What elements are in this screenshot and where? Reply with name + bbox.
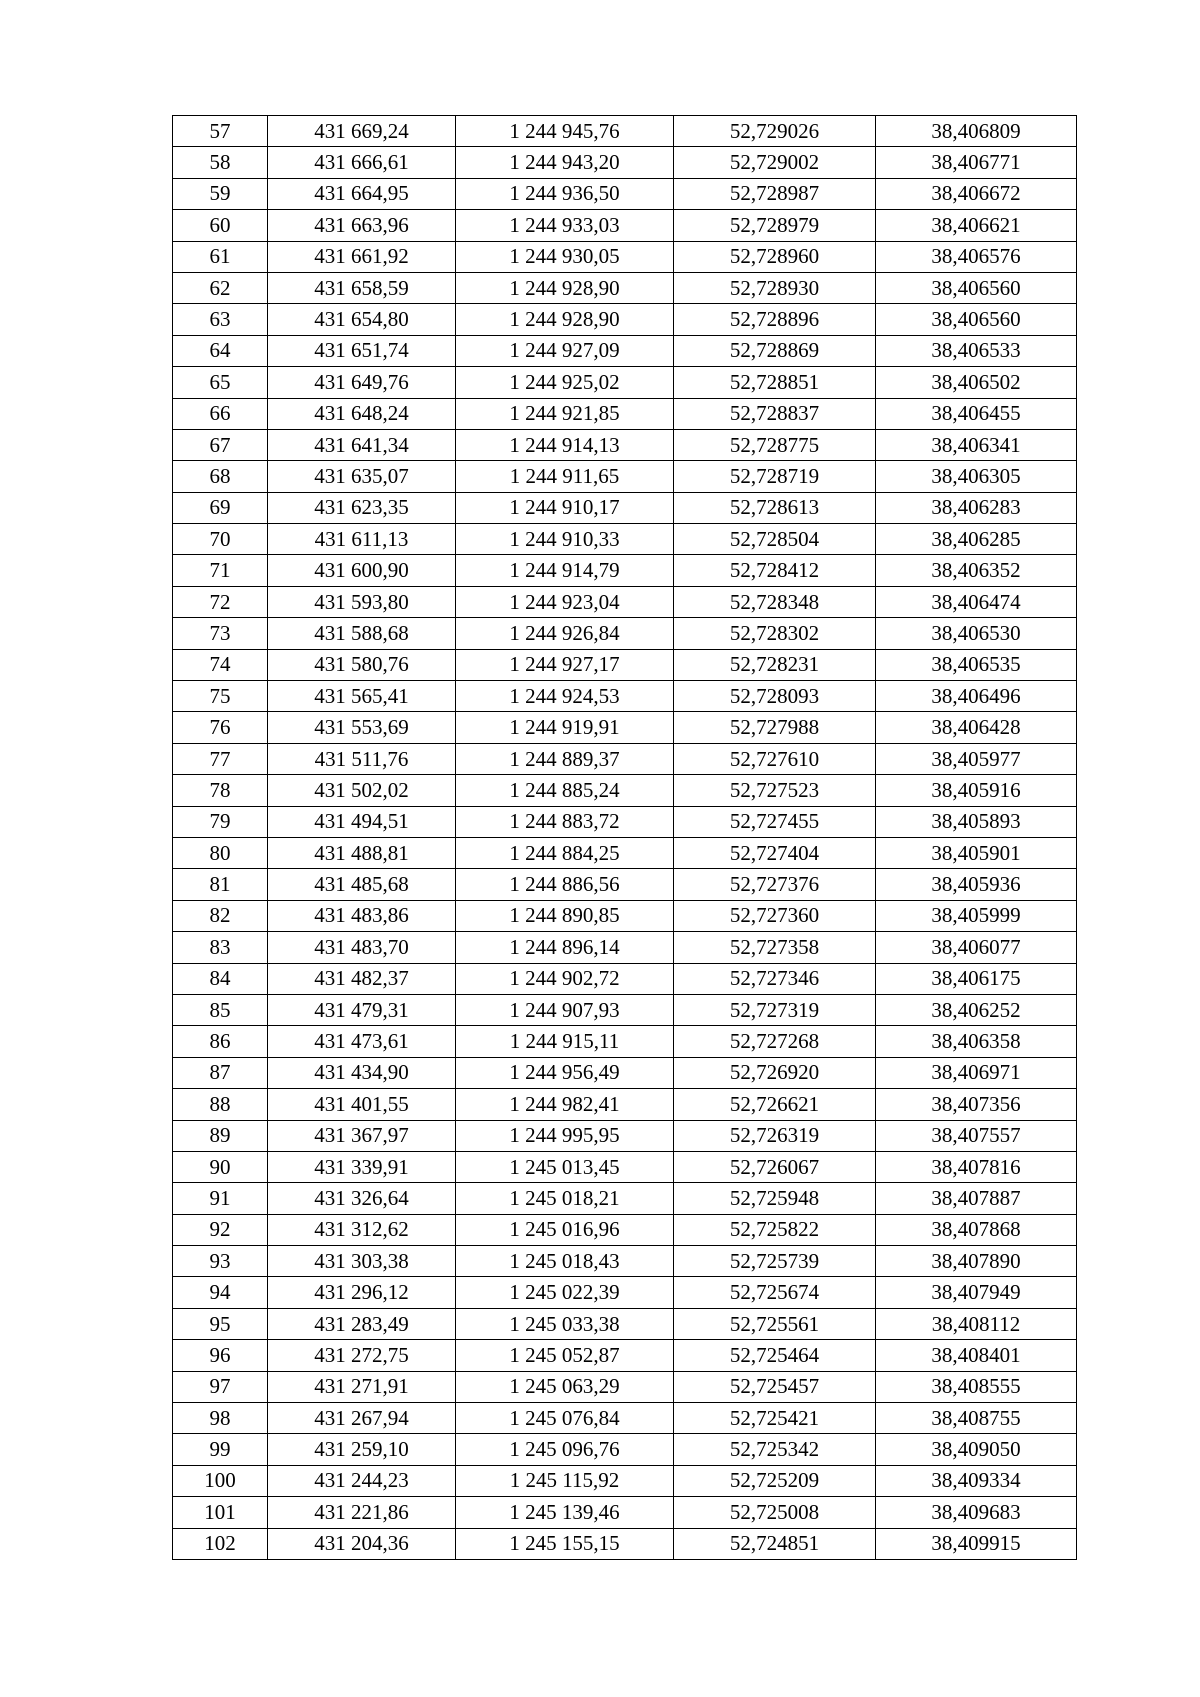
y-coordinate-cell: 1 244 925,02 [456,367,674,398]
y-coordinate-cell: 1 244 933,03 [456,210,674,241]
latitude-cell: 52,727358 [674,932,876,963]
latitude-cell: 52,728093 [674,681,876,712]
longitude-cell: 38,406576 [876,241,1077,272]
x-coordinate-cell: 431 483,86 [268,900,456,931]
longitude-cell: 38,406809 [876,116,1077,147]
x-coordinate-cell: 431 283,49 [268,1308,456,1339]
longitude-cell: 38,405901 [876,837,1077,868]
table-row [173,837,1077,868]
latitude-cell: 52,728851 [674,367,876,398]
latitude-cell: 52,728896 [674,304,876,335]
coordinates-table-body [173,116,1077,1560]
y-coordinate-cell: 1 245 139,46 [456,1497,674,1528]
x-coordinate-cell: 431 648,24 [268,398,456,429]
longitude-cell: 38,406560 [876,272,1077,303]
table-row [173,1183,1077,1214]
longitude-cell: 38,406358 [876,1026,1077,1057]
table-row [173,1528,1077,1559]
x-coordinate-cell: 431 271,91 [268,1371,456,1402]
point-number-cell: 98 [173,1403,268,1434]
table-row [173,963,1077,994]
y-coordinate-cell: 1 244 883,72 [456,806,674,837]
y-coordinate-cell: 1 245 052,87 [456,1340,674,1371]
y-coordinate-cell: 1 245 115,92 [456,1465,674,1496]
point-number-cell: 75 [173,681,268,712]
longitude-cell: 38,406535 [876,649,1077,680]
latitude-cell: 52,724851 [674,1528,876,1559]
latitude-cell: 52,725948 [674,1183,876,1214]
point-number-cell: 72 [173,586,268,617]
table-row [173,210,1077,241]
x-coordinate-cell: 431 580,76 [268,649,456,680]
table-row [173,618,1077,649]
y-coordinate-cell: 1 244 930,05 [456,241,674,272]
longitude-cell: 38,405936 [876,869,1077,900]
table-row [173,555,1077,586]
y-coordinate-cell: 1 245 076,84 [456,1403,674,1434]
latitude-cell: 52,725464 [674,1340,876,1371]
table-row [173,775,1077,806]
point-number-cell: 92 [173,1214,268,1245]
y-coordinate-cell: 1 244 924,53 [456,681,674,712]
y-coordinate-cell: 1 244 884,25 [456,837,674,868]
longitude-cell: 38,405999 [876,900,1077,931]
longitude-cell: 38,409050 [876,1434,1077,1465]
point-number-cell: 59 [173,178,268,209]
x-coordinate-cell: 431 511,76 [268,743,456,774]
y-coordinate-cell: 1 244 890,85 [456,900,674,931]
y-coordinate-cell: 1 245 018,21 [456,1183,674,1214]
x-coordinate-cell: 431 267,94 [268,1403,456,1434]
y-coordinate-cell: 1 244 910,33 [456,524,674,555]
longitude-cell: 38,406283 [876,492,1077,523]
longitude-cell: 38,405977 [876,743,1077,774]
table-row [173,1246,1077,1277]
x-coordinate-cell: 431 312,62 [268,1214,456,1245]
table-row [173,1308,1077,1339]
x-coordinate-cell: 431 664,95 [268,178,456,209]
longitude-cell: 38,406474 [876,586,1077,617]
longitude-cell: 38,407868 [876,1214,1077,1245]
latitude-cell: 52,728979 [674,210,876,241]
table-row [173,147,1077,178]
x-coordinate-cell: 431 272,75 [268,1340,456,1371]
latitude-cell: 52,726621 [674,1089,876,1120]
latitude-cell: 52,725561 [674,1308,876,1339]
y-coordinate-cell: 1 244 902,72 [456,963,674,994]
table-row [173,900,1077,931]
point-number-cell: 57 [173,116,268,147]
y-coordinate-cell: 1 244 886,56 [456,869,674,900]
point-number-cell: 65 [173,367,268,398]
y-coordinate-cell: 1 245 013,45 [456,1151,674,1182]
latitude-cell: 52,726920 [674,1057,876,1088]
x-coordinate-cell: 431 654,80 [268,304,456,335]
point-number-cell: 79 [173,806,268,837]
x-coordinate-cell: 431 600,90 [268,555,456,586]
longitude-cell: 38,408401 [876,1340,1077,1371]
y-coordinate-cell: 1 244 928,90 [456,304,674,335]
longitude-cell: 38,406771 [876,147,1077,178]
point-number-cell: 93 [173,1246,268,1277]
x-coordinate-cell: 431 494,51 [268,806,456,837]
table-row [173,806,1077,837]
point-number-cell: 85 [173,994,268,1025]
latitude-cell: 52,728719 [674,461,876,492]
x-coordinate-cell: 431 669,24 [268,116,456,147]
latitude-cell: 52,725674 [674,1277,876,1308]
longitude-cell: 38,406672 [876,178,1077,209]
longitude-cell: 38,406971 [876,1057,1077,1088]
latitude-cell: 52,725739 [674,1246,876,1277]
y-coordinate-cell: 1 244 910,17 [456,492,674,523]
latitude-cell: 52,728930 [674,272,876,303]
longitude-cell: 38,408555 [876,1371,1077,1402]
table-row [173,178,1077,209]
table-row [173,398,1077,429]
coordinates-table [172,115,1077,1560]
y-coordinate-cell: 1 244 915,11 [456,1026,674,1057]
point-number-cell: 84 [173,963,268,994]
table-row [173,743,1077,774]
latitude-cell: 52,728869 [674,335,876,366]
latitude-cell: 52,727610 [674,743,876,774]
table-row [173,429,1077,460]
latitude-cell: 52,725008 [674,1497,876,1528]
longitude-cell: 38,406496 [876,681,1077,712]
x-coordinate-cell: 431 641,34 [268,429,456,460]
point-number-cell: 66 [173,398,268,429]
latitude-cell: 52,728987 [674,178,876,209]
x-coordinate-cell: 431 296,12 [268,1277,456,1308]
longitude-cell: 38,406533 [876,335,1077,366]
x-coordinate-cell: 431 401,55 [268,1089,456,1120]
table-row [173,869,1077,900]
table-row [173,1151,1077,1182]
longitude-cell: 38,406352 [876,555,1077,586]
table-row [173,1120,1077,1151]
x-coordinate-cell: 431 623,35 [268,492,456,523]
y-coordinate-cell: 1 245 022,39 [456,1277,674,1308]
y-coordinate-cell: 1 244 945,76 [456,116,674,147]
y-coordinate-cell: 1 245 018,43 [456,1246,674,1277]
table-row [173,1214,1077,1245]
table-row [173,1465,1077,1496]
y-coordinate-cell: 1 244 896,14 [456,932,674,963]
longitude-cell: 38,406560 [876,304,1077,335]
point-number-cell: 78 [173,775,268,806]
latitude-cell: 52,725342 [674,1434,876,1465]
latitude-cell: 52,725822 [674,1214,876,1245]
longitude-cell: 38,406175 [876,963,1077,994]
x-coordinate-cell: 431 488,81 [268,837,456,868]
latitude-cell: 52,728837 [674,398,876,429]
y-coordinate-cell: 1 244 919,91 [456,712,674,743]
longitude-cell: 38,406077 [876,932,1077,963]
point-number-cell: 62 [173,272,268,303]
table-row [173,1089,1077,1120]
x-coordinate-cell: 431 651,74 [268,335,456,366]
table-row [173,272,1077,303]
longitude-cell: 38,407949 [876,1277,1077,1308]
y-coordinate-cell: 1 244 889,37 [456,743,674,774]
point-number-cell: 71 [173,555,268,586]
latitude-cell: 52,727523 [674,775,876,806]
point-number-cell: 68 [173,461,268,492]
table-row [173,1434,1077,1465]
latitude-cell: 52,727376 [674,869,876,900]
table-row [173,1277,1077,1308]
longitude-cell: 38,407356 [876,1089,1077,1120]
table-row [173,1057,1077,1088]
point-number-cell: 67 [173,429,268,460]
y-coordinate-cell: 1 244 943,20 [456,147,674,178]
y-coordinate-cell: 1 244 928,90 [456,272,674,303]
table-row [173,932,1077,963]
longitude-cell: 38,407816 [876,1151,1077,1182]
point-number-cell: 81 [173,869,268,900]
x-coordinate-cell: 431 326,64 [268,1183,456,1214]
latitude-cell: 52,726319 [674,1120,876,1151]
latitude-cell: 52,728775 [674,429,876,460]
table-row [173,586,1077,617]
longitude-cell: 38,406252 [876,994,1077,1025]
point-number-cell: 83 [173,932,268,963]
point-number-cell: 87 [173,1057,268,1088]
longitude-cell: 38,407890 [876,1246,1077,1277]
x-coordinate-cell: 431 339,91 [268,1151,456,1182]
table-row [173,681,1077,712]
longitude-cell: 38,409683 [876,1497,1077,1528]
y-coordinate-cell: 1 244 923,04 [456,586,674,617]
longitude-cell: 38,405916 [876,775,1077,806]
x-coordinate-cell: 431 635,07 [268,461,456,492]
y-coordinate-cell: 1 244 926,84 [456,618,674,649]
point-number-cell: 58 [173,147,268,178]
latitude-cell: 52,728348 [674,586,876,617]
point-number-cell: 97 [173,1371,268,1402]
latitude-cell: 52,728302 [674,618,876,649]
table-row [173,335,1077,366]
y-coordinate-cell: 1 244 956,49 [456,1057,674,1088]
latitude-cell: 52,729026 [674,116,876,147]
x-coordinate-cell: 431 588,68 [268,618,456,649]
longitude-cell: 38,406530 [876,618,1077,649]
latitude-cell: 52,728504 [674,524,876,555]
x-coordinate-cell: 431 485,68 [268,869,456,900]
x-coordinate-cell: 431 565,41 [268,681,456,712]
y-coordinate-cell: 1 244 914,79 [456,555,674,586]
longitude-cell: 38,406285 [876,524,1077,555]
latitude-cell: 52,727360 [674,900,876,931]
point-number-cell: 95 [173,1308,268,1339]
point-number-cell: 80 [173,837,268,868]
table-row [173,116,1077,147]
table-row [173,649,1077,680]
longitude-cell: 38,406502 [876,367,1077,398]
table-row [173,461,1077,492]
y-coordinate-cell: 1 244 911,65 [456,461,674,492]
point-number-cell: 70 [173,524,268,555]
longitude-cell: 38,408755 [876,1403,1077,1434]
table-row [173,241,1077,272]
latitude-cell: 52,725421 [674,1403,876,1434]
y-coordinate-cell: 1 244 927,17 [456,649,674,680]
point-number-cell: 86 [173,1026,268,1057]
longitude-cell: 38,406305 [876,461,1077,492]
point-number-cell: 101 [173,1497,268,1528]
y-coordinate-cell: 1 244 914,13 [456,429,674,460]
x-coordinate-cell: 431 593,80 [268,586,456,617]
y-coordinate-cell: 1 244 885,24 [456,775,674,806]
latitude-cell: 52,728231 [674,649,876,680]
latitude-cell: 52,728960 [674,241,876,272]
longitude-cell: 38,407887 [876,1183,1077,1214]
table-row [173,1026,1077,1057]
point-number-cell: 74 [173,649,268,680]
point-number-cell: 76 [173,712,268,743]
longitude-cell: 38,408112 [876,1308,1077,1339]
point-number-cell: 82 [173,900,268,931]
point-number-cell: 64 [173,335,268,366]
x-coordinate-cell: 431 303,38 [268,1246,456,1277]
longitude-cell: 38,409915 [876,1528,1077,1559]
latitude-cell: 52,728613 [674,492,876,523]
x-coordinate-cell: 431 611,13 [268,524,456,555]
x-coordinate-cell: 431 658,59 [268,272,456,303]
point-number-cell: 94 [173,1277,268,1308]
y-coordinate-cell: 1 244 995,95 [456,1120,674,1151]
x-coordinate-cell: 431 221,86 [268,1497,456,1528]
point-number-cell: 99 [173,1434,268,1465]
latitude-cell: 52,727346 [674,963,876,994]
latitude-cell: 52,727455 [674,806,876,837]
longitude-cell: 38,407557 [876,1120,1077,1151]
y-coordinate-cell: 1 244 921,85 [456,398,674,429]
y-coordinate-cell: 1 245 155,15 [456,1528,674,1559]
table-row [173,994,1077,1025]
longitude-cell: 38,406428 [876,712,1077,743]
x-coordinate-cell: 431 204,36 [268,1528,456,1559]
longitude-cell: 38,406455 [876,398,1077,429]
point-number-cell: 90 [173,1151,268,1182]
latitude-cell: 52,725457 [674,1371,876,1402]
y-coordinate-cell: 1 244 982,41 [456,1089,674,1120]
x-coordinate-cell: 431 259,10 [268,1434,456,1465]
point-number-cell: 73 [173,618,268,649]
latitude-cell: 52,727319 [674,994,876,1025]
point-number-cell: 102 [173,1528,268,1559]
x-coordinate-cell: 431 553,69 [268,712,456,743]
table-row [173,304,1077,335]
latitude-cell: 52,727988 [674,712,876,743]
latitude-cell: 52,728412 [674,555,876,586]
table-row [173,1497,1077,1528]
x-coordinate-cell: 431 649,76 [268,367,456,398]
x-coordinate-cell: 431 482,37 [268,963,456,994]
latitude-cell: 52,727404 [674,837,876,868]
point-number-cell: 89 [173,1120,268,1151]
x-coordinate-cell: 431 244,23 [268,1465,456,1496]
point-number-cell: 61 [173,241,268,272]
y-coordinate-cell: 1 244 927,09 [456,335,674,366]
table-row [173,492,1077,523]
y-coordinate-cell: 1 245 063,29 [456,1371,674,1402]
point-number-cell: 69 [173,492,268,523]
x-coordinate-cell: 431 483,70 [268,932,456,963]
point-number-cell: 100 [173,1465,268,1496]
x-coordinate-cell: 431 663,96 [268,210,456,241]
x-coordinate-cell: 431 479,31 [268,994,456,1025]
point-number-cell: 88 [173,1089,268,1120]
x-coordinate-cell: 431 666,61 [268,147,456,178]
table-row [173,1371,1077,1402]
y-coordinate-cell: 1 245 016,96 [456,1214,674,1245]
longitude-cell: 38,406621 [876,210,1077,241]
y-coordinate-cell: 1 245 033,38 [456,1308,674,1339]
point-number-cell: 96 [173,1340,268,1371]
point-number-cell: 77 [173,743,268,774]
longitude-cell: 38,405893 [876,806,1077,837]
table-row [173,1340,1077,1371]
x-coordinate-cell: 431 661,92 [268,241,456,272]
longitude-cell: 38,406341 [876,429,1077,460]
table-row [173,367,1077,398]
x-coordinate-cell: 431 502,02 [268,775,456,806]
latitude-cell: 52,726067 [674,1151,876,1182]
y-coordinate-cell: 1 245 096,76 [456,1434,674,1465]
table-row [173,712,1077,743]
x-coordinate-cell: 431 473,61 [268,1026,456,1057]
point-number-cell: 60 [173,210,268,241]
y-coordinate-cell: 1 244 936,50 [456,178,674,209]
table-row [173,524,1077,555]
latitude-cell: 52,729002 [674,147,876,178]
x-coordinate-cell: 431 367,97 [268,1120,456,1151]
latitude-cell: 52,727268 [674,1026,876,1057]
point-number-cell: 91 [173,1183,268,1214]
longitude-cell: 38,409334 [876,1465,1077,1496]
latitude-cell: 52,725209 [674,1465,876,1496]
table-row [173,1403,1077,1434]
x-coordinate-cell: 431 434,90 [268,1057,456,1088]
point-number-cell: 63 [173,304,268,335]
y-coordinate-cell: 1 244 907,93 [456,994,674,1025]
